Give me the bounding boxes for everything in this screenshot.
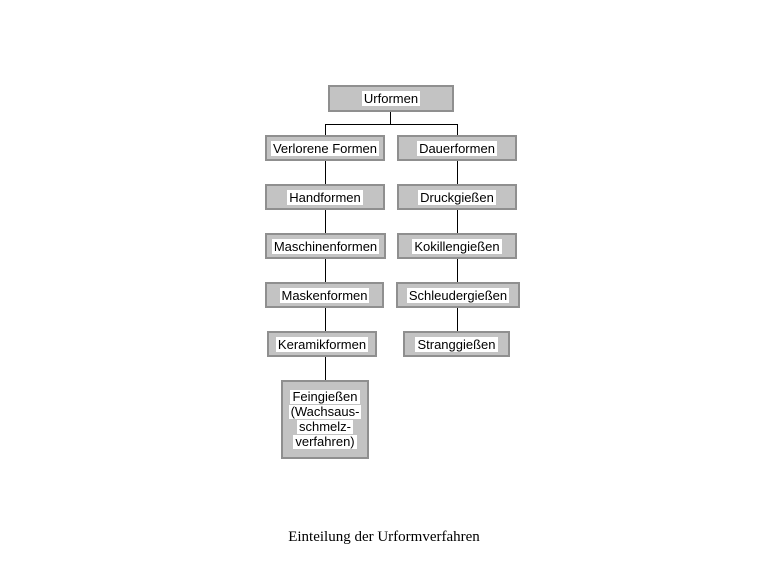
- connector-right-1: [457, 161, 458, 184]
- node-stranggiessen: [403, 331, 510, 357]
- node-feingiessen-line-2: (Wachsaus-: [290, 404, 360, 419]
- node-kokillengiessen-label: Kokillengießen: [414, 238, 500, 254]
- connector-left-3: [325, 259, 326, 282]
- connector-right-2: [457, 210, 458, 233]
- connector-left-5: [325, 357, 326, 380]
- node-urformen: [328, 85, 454, 112]
- node-feingiessen: [281, 380, 369, 459]
- node-kokillengiessen: [397, 233, 517, 259]
- connector-branch-bar: [325, 124, 458, 125]
- node-keramikformen-label: Keramikformen: [277, 336, 367, 352]
- caption: Einteilung der Urformverfahren: [288, 529, 480, 545]
- connector-left-4: [325, 308, 326, 331]
- connector-right-3: [457, 259, 458, 282]
- node-handformen: [265, 184, 385, 210]
- node-feingiessen-line-4: verfahren): [295, 434, 355, 449]
- node-keramikformen: [267, 331, 377, 357]
- node-verlorene-formen-label: Verlorene Formen: [272, 140, 378, 156]
- node-maskenformen: [265, 282, 384, 308]
- connector-left-2: [325, 210, 326, 233]
- node-feingiessen-line-1: Feingießen: [292, 389, 358, 404]
- node-maskenformen-label: Maskenformen: [281, 287, 368, 303]
- node-druckgiessen-label: Druckgießen: [420, 189, 494, 205]
- connector-left-1: [325, 161, 326, 184]
- node-schleudergiessen: [396, 282, 520, 308]
- node-verlorene-formen: [265, 135, 385, 161]
- connector-left-branch-stem: [325, 124, 326, 135]
- node-feingiessen-line-3: schmelz-: [298, 419, 351, 434]
- node-urformen-label: Urformen: [363, 91, 419, 106]
- node-handformen-label: Handformen: [289, 189, 361, 205]
- node-dauerformen-label: Dauerformen: [419, 140, 495, 156]
- node-dauerformen: [397, 135, 517, 161]
- node-stranggiessen-label: Stranggießen: [417, 336, 496, 352]
- connector-root-stem: [390, 112, 391, 124]
- node-maschinenformen: [265, 233, 386, 259]
- connector-right-branch-stem: [457, 124, 458, 135]
- node-schleudergiessen-label: Schleudergießen: [408, 287, 508, 303]
- connector-right-4: [457, 308, 458, 331]
- node-druckgiessen: [397, 184, 517, 210]
- node-maschinenformen-label: Maschinenformen: [273, 238, 378, 254]
